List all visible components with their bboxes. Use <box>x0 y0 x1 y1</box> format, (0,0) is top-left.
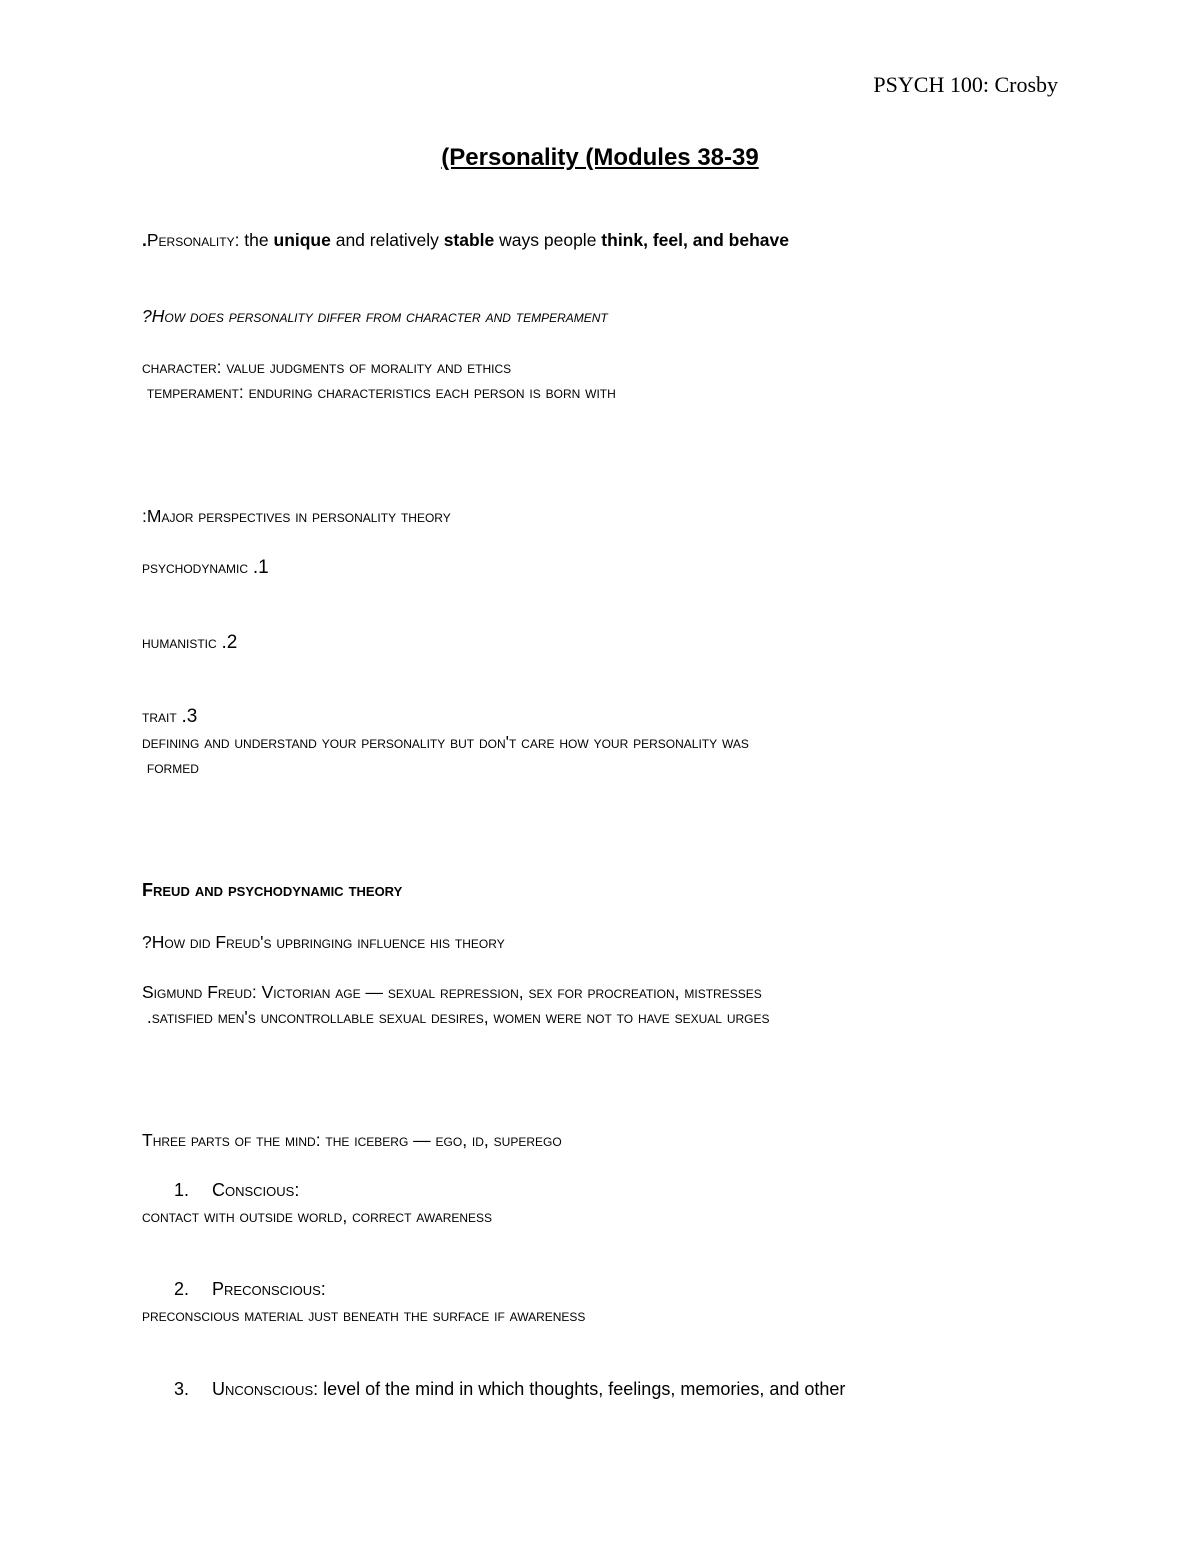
character-definition: character: value judgments of morality and ethics <box>142 357 512 377</box>
perspective-item <box>142 557 269 579</box>
perspective-number: .1 <box>252 557 269 578</box>
mind-part-unconscious <box>212 1379 845 1400</box>
perspective-number: .3 <box>181 706 198 727</box>
preconscious-description: preconscious material just beneath the surface if awareness <box>142 1305 586 1325</box>
perspective-item <box>142 632 237 654</box>
definition-lead: . <box>142 230 147 250</box>
perspective-name: psychodynamic <box>142 557 253 577</box>
definition-unique: unique <box>273 230 331 250</box>
freud-section-heading: Freud and psychodynamic theory <box>142 880 403 900</box>
definition-text-1: : the <box>234 230 274 250</box>
perspective-item <box>142 706 197 728</box>
mind-part-conscious: Conscious: <box>212 1180 300 1200</box>
mind-parts-heading: Three parts of the mind: the iceberg — ego, id, superego <box>142 1130 562 1150</box>
trait-description-line-2: formed <box>142 757 199 777</box>
question-personality-vs-character: ?How does personality differ from character and temperament <box>142 306 608 326</box>
personality-definition <box>142 230 789 251</box>
mind-part-preconscious: Preconscious: <box>212 1279 326 1299</box>
definition-text-3: ways people <box>494 230 602 250</box>
list-number: 2. <box>174 1279 190 1299</box>
question-freud-upbringing: ?How did Freud's upbringing influence his theory <box>142 932 505 952</box>
perspective-name: trait <box>142 706 182 726</box>
definition-stable: stable <box>443 230 495 250</box>
perspective-name: humanistic <box>142 632 222 652</box>
unconscious-label: Unconscious: <box>212 1379 319 1399</box>
conscious-description: contact with outside world, correct awareness <box>142 1206 493 1226</box>
perspective-number: .2 <box>221 632 238 653</box>
unconscious-text: level of the mind in which thoughts, feelings, memories, and other <box>318 1379 846 1399</box>
course-header: PSYCH 100: Crosby <box>873 72 1058 97</box>
page-title: (Personality (Modules 38-39 <box>441 144 759 171</box>
trait-description-line-1: defining and understand your personality but don't care how your personality was <box>142 732 749 752</box>
perspectives-heading: :Major perspectives in personality theory <box>142 506 451 526</box>
definition-term: Personality <box>146 230 235 250</box>
definition-think-feel-behave: think, feel, and behave <box>601 230 789 250</box>
temperament-definition: temperament: enduring characteristics each person is born with <box>142 382 616 402</box>
list-number: 3. <box>174 1379 190 1399</box>
freud-victorian-line-2: .satisfied men's uncontrollable sexual desires, women were not to have sexual urges <box>142 1007 770 1027</box>
definition-text-2: and relatively <box>330 230 444 250</box>
list-number: 1. <box>174 1180 190 1200</box>
freud-victorian-line-1: Sigmund Freud: Victorian age — sexual repression, sex for procreation, mistresses <box>142 982 762 1002</box>
